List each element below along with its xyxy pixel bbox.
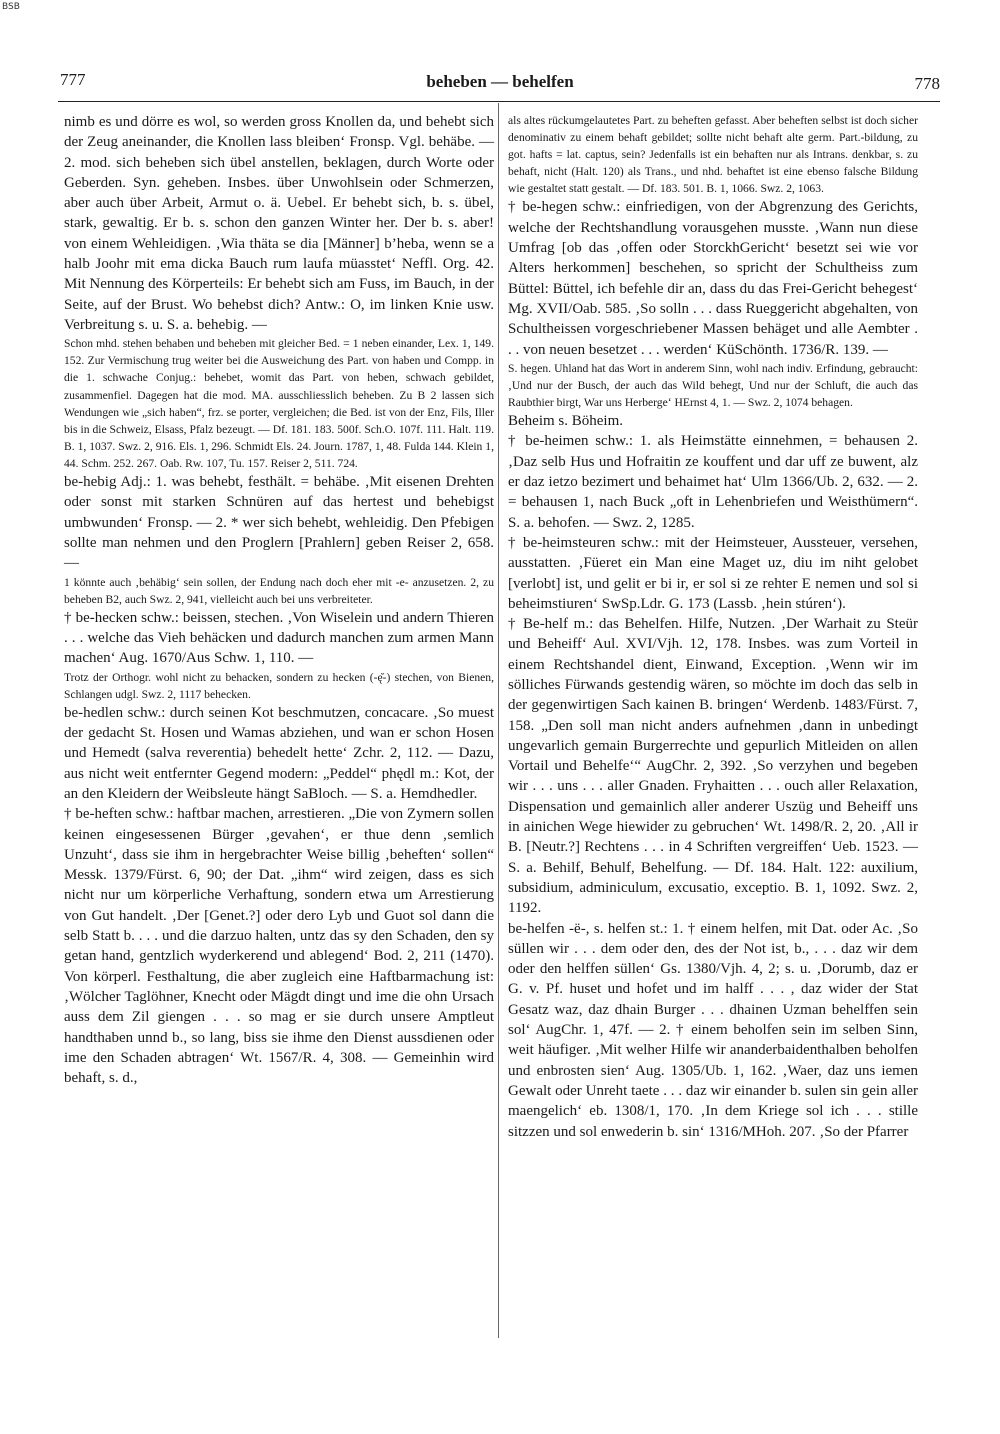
library-mark: BSB	[2, 2, 20, 12]
entry-behegen: † be-hegen schw.: einfriedigen, von der Abgrenzung des Gerichts, welche der Rechtshandlung vorausgehen musste. ‚Wann nun diese Umfrag [ob das ‚offen oder StorckhGericht‘ besetzt sei wie vor Alters herkommen] beschehen, so spricht der Schultheiss zum Büttel: Büttel, ich befehle dir an, dass du das Frei-Gericht behegest‘ Mg. XVII/Oab. 585. ‚So solln . . . dass Rueggericht abgehalten, von Schultheissen vorgeschriebener Massen behäget und alle Aembter . . . von neuen besetzet . . . werden‘ KüSchönth. 1736/R. 139. —	[508, 199, 918, 358]
column-divider	[498, 103, 499, 1338]
entry-behelf: † Be-helf m.: das Behelfen. Hilfe, Nutzen. ‚Der Warhait zu Steür und Beheiff‘ Aul. XVI/Vjh. 12, 178. Insbes. was zum Vorteil in einem Rechtshandel dient, Einwand, Exception. ‚Wenn wir im sölliches Fürwands gestendig wären, so möchte im doch das selb in der gegenwirtigen Sach kainen B. bringen‘ Werdenb. 1483/Fürst. 7, 158. „Den soll man nicht anders aufnehmen ‚dann in unbedingt ungevarlich gemain Burgerrechte und gepurlich Mitleiden on allen Vortail und Behelfe‘“ AugChr. 2, 392. ‚So verzyhen und begeben wir . . . uns . . . aller Gnaden. Fryhaitten . . . ouch aller Relaxation, Dispensation und gemainlich aller anderer Uszüg und Beheiff uns in ainichen Wege hiewider zu gebruchen‘ Wt. 1498/R. 2, 20. ‚All ir B. [Neutr.?] Rechtens . . . in 4 Schriften vergreiffen‘ Ueb. 1523. — S. a. Behilf, Behulf, Behelfung. — Df. 184. Halt. 122: auxilium, subsidium, adminiculum, excusatio, exceptio. B. 1, 1092. Swz. 2, 1192.	[508, 616, 918, 917]
entry-behebig: be-hebig Adj.: 1. was behebt, festhält. = behäbe. ‚Mit eisenen Drehten oder sonst mit starken Schnüren auf das hertest und behebigst umbwunden‘ Fronsp. — 2. * wer sich behebt, wehleidig. Den Pfebigen sollte man nehmen und den Proglern [Prahlern] geben Reiser 2, 658. —	[64, 474, 494, 572]
right-column	[508, 112, 918, 1142]
entry-beheben-continued: nimb es und dörre es wol, so werden gross Knollen da, und behebt sich der Zeug aneinander, die Knollen lass bleiben‘ Fronsp. Vgl. behäbe. — 2. mod. sich beheben sich übel anstellen, beklagen, durch Worte oder Geberden. Syn. geheben. Insbes. über Unwohlsein oder Schmerzen, aber auch über Arbeit, Armut o. ä. Uebel. Er behebt sich, b. s. übel, stark, gewaltig. Er b. s. schon den ganzen Winter her. Der b. s. aber! von einem Wehleidigen. ‚Wia thäta se dia [Männer] b’heba, wenn se a halb Joohr mit ema dicka Bauch rum laufa müasstet‘ Neffl. Org. 42. Mit Nennung des Körperteils: Er behebt sich am Fuss, im Bauch, in der Seite, auf der Brust. Wo behebst dich? Antw.: O, im linken Knie usw. Verbreitung s. u. S. a. behebig. —	[64, 114, 494, 333]
page-header	[60, 70, 940, 100]
page-number-left: 777	[60, 70, 86, 89]
entry-beheimen: † be-heimen schw.: 1. als Heimstätte einnehmen, = behausen 2. ‚Daz selb Hus und Hofraitin ze kouffent und dar uff ze buwent, alz er daz ietzo bezimert und behaimet hat‘ Ulm 1366/Ub. 2, 632. — 2. = behausen 1, nach Buck „oft in Lehenbriefen und Weisthümern“. S. a. behofen. — Swz. 2, 1285.	[508, 433, 918, 531]
left-column	[64, 112, 494, 1088]
entry-behecken: † be-hecken schw.: beissen, stechen. ‚Von Wiselein und andern Thieren . . . welche das Vieh behäcken und dadurch manchen zum armen Mann machen‘ Aug. 1670/Aus Schw. 1, 110. —	[64, 609, 494, 667]
entry-beheim: Beheim s. Böheim.	[508, 413, 623, 430]
entry-behedlen: be-hedlen schw.: durch seinen Kot beschmutzen, concacare. ‚So muest der gedacht St. Hosen und Wamas abziehen, und wan er schon Hosen und Hemedt (salva reverentia) behedelt hette‘ Zchr. 2, 112. — Dazu, aus nicht weit entfernter Gegend modern: „Peddel“ phędl m.: Kot, der an den Kleidern der Weibsleute hängt SaBloch. — S. a. Hemdhedler.	[64, 704, 494, 802]
entry-beheften: † be-heften schw.: haftbar machen, arrestieren. „Die von Zymern sollen keinen eingesessenen Bürger ‚gevahen‘, er thue denn ‚semlich Unzuht‘, dass sie ihm in hergebrachter Weise billig ‚beheften‘ sollen“ Messk. 1379/Fürst. 6, 90; der Dat. „ihm“ wird zeigen, dass es sich nicht nur um körperliche Verhaftung, sondern etwa um Arrestierung von Gut handelt. ‚Der [Genet.?] oder dero Lyb und Guot sol dann die selb Statt b. . . . und die darzuo halten, untz das sy den Schaden, den sy getan hand, gentzlich wyderkerend und ablegend‘ Bod. 2, 211 (1470). Von körperl. Festhaltung, die aber zugleich eine Haftbarmachung ist: ‚Wölcher Taglöhner, Knecht oder Mägdt dingt und ime die ohn Ursach auss dem Zil giengen . . . so mag er sie durch unsere Amptleut handthaben unnd b., so lang, biss sie ihme den Dienst aussdienen oder ime den Schaden abtragen‘ Wt. 1567/R. 4, 308. — Gemeinhin wird behaft, s. d.,	[64, 806, 494, 1087]
note-behegen: S. hegen. Uhland hat das Wort in anderem Sinn, wohl nach indiv. Erfindung, gebraucht: ‚Und nur der Busch, der auch das Wild behegt, Und nur der Schluft, die auch das Raubthier birgt, War uns Herberge‘ HErnst 4, 1. — Swz. 2, 1074 behagen.	[508, 361, 918, 410]
note-beheben: Schon mhd. stehen behaben und beheben mit gleicher Bed. = 1 neben einander, Lex. 1, 149. 152. Zur Vermischung trug weiter bei die Ausweichung des Part. von haben und Compp. in die 1. schwache Conjug.: behebet, womit das Part. von heben, schwach gebildet, zusammenfiel. Dagegen hat die mod. MA. ausschliesslich beheben. Zu B 2 lassen sich Wendungen wie „sich haben“, frz. se porter, vergleichen; die Bed. ist von der Enz, Fils, Iller bis in die Schweiz, Elsass, Pfalz bezeugt. — Df. 181. 183. 500f. Sch.O. 107f. 111. Halt. 119. B. 1, 1037. Swz. 2, 916. Els. 1, 296. Schmidt Els. 24. Journ. 1787, 1, 48. Fulda 144. Klein 1, 44. Schm. 252. 267. Oab. Rw. 107, Tu. 157. Reiser 2, 511. 724.	[64, 337, 494, 470]
note-behebig: 1 könnte auch ‚behäbig‘ sein sollen, der Endung nach doch eher mit -e- anzusetzen. 2, zu beheben B2, auch Swz. 2, 941, vielleicht auch bei uns verbreiteter.	[64, 575, 494, 606]
note-behecken: Trotz der Orthogr. wohl nicht zu behacken, sondern zu hecken (-ę̆-) stechen, von Bienen, Schlangen udgl. Swz. 2, 1117 behecken.	[64, 670, 494, 701]
running-title: beheben — behelfen	[426, 72, 574, 91]
entry-beheimsteuren: † be-heimsteuren schw.: mit der Heimsteuer, Aussteuer, versehen, ausstatten. ‚Füeret ein Man eine Maget uz, diu im niht gelobet [verlobt] ist, und gelit er bi ir, er sol si ze rehter E nemen und sol si beheimstiuren‘ SwSp.Ldr. G. 173 (Lassb. ‚hein stúren‘).	[508, 534, 918, 612]
header-rule	[58, 101, 940, 102]
entry-behelfen: be-helfen -ë-, s. helfen st.: 1. † einem helfen, mit Dat. oder Ac. ‚So süllen wir . . . dem oder den, des der Not ist, b., . . . daz wir dem oder den helffen süllen‘ Gs. 1380/Vjh. 4, 2; s. u. ‚Dorumb, daz er G. v. Pf. huset und hofet und im halff . . . , daz wider der Stat Gesatz waz, daz dhain Burger . . . dhainen Uzman behelffen sein sol‘ AugChr. 1, 47f. — 2. † einem beholfen sein im selben Sinn, weit häufiger. ‚Mit welher Hilfe wir ananderbaidenthalben beholfen und enbrosten sien‘ Aug. 1305/Ub. 1, 162. ‚Waer, daz uns iemen Gewalt oder Unreht taete . . . daz wir einander b. sulen sin gein aller maengelich‘ eb. 1308/1, 170. ‚In dem Kriege sol ich . . . stille sitzzen und sol enwederin b. sin‘ 1316/MHoh. 207. ‚So der Pfarrer	[508, 920, 918, 1140]
note-beheften-continued: als altes rückumgelautetes Part. zu beheften gefasst. Aber beheften selbst ist doch sicher denominativ zu einem behaft gebildet; sollte nicht behaft alte germ. Part.-bildung, zu got. hafts = lat. captus, sein? Jedenfalls ist ein behaften nur als Intrans. denkbar, s. zu behaft, nicht (Halt. 120) als Trans., und nhd. behaftet ist eine ebenso falsche Bildung wie gestaltet statt gestalt. — Df. 183. 501. B. 1, 1066. Swz. 2, 1063.	[508, 114, 918, 196]
page-number-right: 778	[914, 74, 940, 93]
